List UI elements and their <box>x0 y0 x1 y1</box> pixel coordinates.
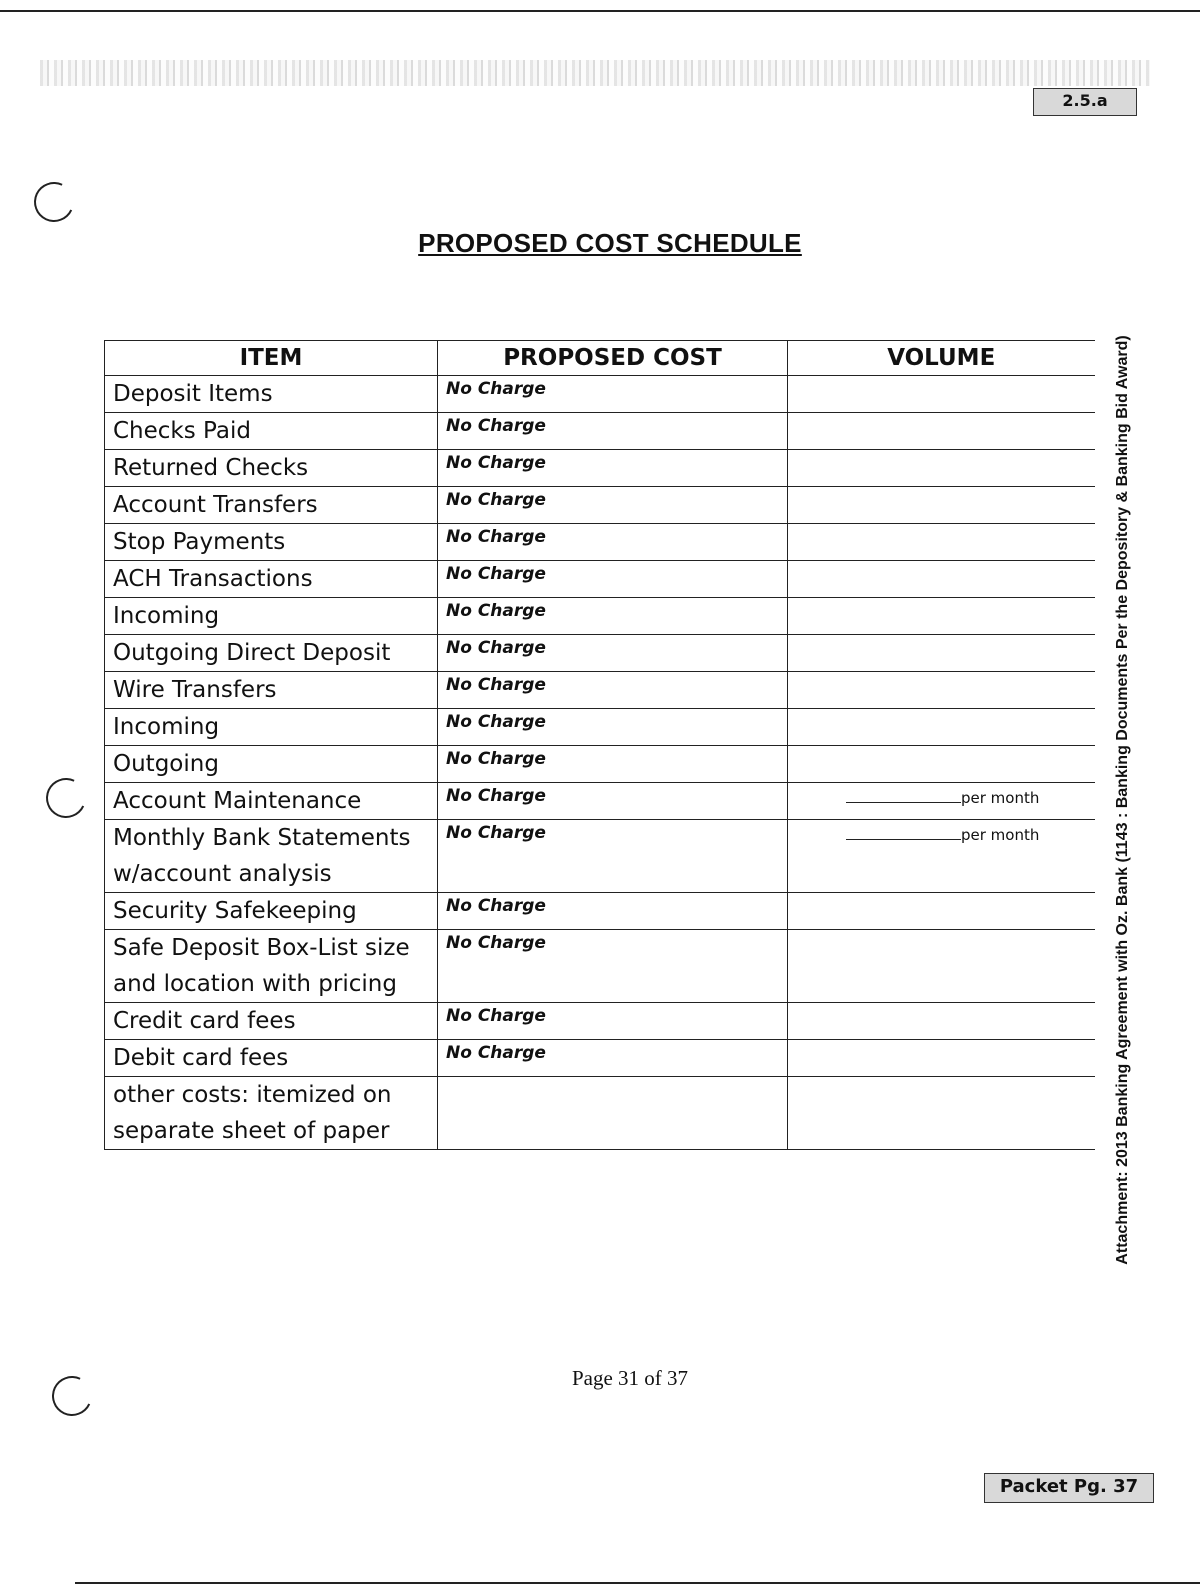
cost-cell: No Charge <box>438 561 788 598</box>
volume-cell <box>788 635 1095 672</box>
cost-schedule-table <box>104 340 1095 1150</box>
volume-cell <box>788 524 1095 561</box>
punch-hole-icon <box>28 176 79 227</box>
item-cell: Debit card fees <box>105 1040 438 1077</box>
attachment-side-note: Attachment: 2013 Banking Agreement with Oz. Bank (1143 : Banking Documents Per the Depository & Banking Bid Award) <box>1114 335 1131 1265</box>
item-cell: Checks Paid <box>105 413 438 450</box>
column-header-item: ITEM <box>105 341 438 376</box>
item-cell: Incoming <box>105 598 438 635</box>
item-cell: Incoming <box>105 709 438 746</box>
volume-cell <box>788 930 1095 1003</box>
table-row <box>105 598 1095 635</box>
table-header-row <box>105 341 1095 376</box>
table-row <box>105 413 1095 450</box>
cost-cell: No Charge <box>438 450 788 487</box>
bottom-rule <box>75 1582 1200 1584</box>
page-title: PROPOSED COST SCHEDULE <box>418 228 802 258</box>
item-cell: Deposit Items <box>105 376 438 413</box>
volume-blank-line <box>846 802 961 803</box>
cost-cell: No Charge <box>438 746 788 783</box>
volume-cell <box>788 783 1095 820</box>
table-row <box>105 635 1095 672</box>
volume-cell <box>788 487 1095 524</box>
item-cell: Credit card fees <box>105 1003 438 1040</box>
table-row <box>105 1040 1095 1077</box>
volume-cell <box>788 561 1095 598</box>
item-cell: other costs: itemized on separate sheet of paper <box>105 1077 438 1150</box>
volume-cell <box>788 893 1095 930</box>
table-row <box>105 672 1095 709</box>
punch-hole-icon <box>40 772 91 823</box>
table-row <box>105 487 1095 524</box>
volume-cell <box>788 820 1095 893</box>
item-cell: Safe Deposit Box-List size and location with pricing <box>105 930 438 1003</box>
per-month-field <box>846 826 1039 844</box>
per-month-label: per month <box>961 789 1040 807</box>
cost-cell: No Charge <box>438 524 788 561</box>
cost-cell: No Charge <box>438 598 788 635</box>
table-row <box>105 893 1095 930</box>
cost-cell: No Charge <box>438 1003 788 1040</box>
table-row <box>105 746 1095 783</box>
item-cell: Wire Transfers <box>105 672 438 709</box>
cost-cell <box>438 1077 788 1150</box>
cost-cell: No Charge <box>438 930 788 1003</box>
cost-cell: No Charge <box>438 709 788 746</box>
table-row <box>105 561 1095 598</box>
item-cell: Security Safekeeping <box>105 893 438 930</box>
item-number-badge: 2.5.a <box>1033 88 1137 116</box>
cost-cell: No Charge <box>438 672 788 709</box>
volume-blank-line <box>846 839 961 840</box>
table-row <box>105 376 1095 413</box>
cost-cell: No Charge <box>438 413 788 450</box>
volume-cell <box>788 746 1095 783</box>
packet-page-badge: Packet Pg. 37 <box>984 1473 1154 1503</box>
per-month-label: per month <box>961 826 1040 844</box>
column-header-volume: VOLUME <box>788 341 1095 376</box>
volume-cell <box>788 1077 1095 1150</box>
table-row <box>105 709 1095 746</box>
item-cell: Outgoing Direct Deposit <box>105 635 438 672</box>
volume-cell <box>788 413 1095 450</box>
scan-noise-band <box>40 60 1150 86</box>
cost-cell: No Charge <box>438 635 788 672</box>
table-row <box>105 820 1095 893</box>
table-row <box>105 1003 1095 1040</box>
volume-cell <box>788 450 1095 487</box>
volume-cell <box>788 598 1095 635</box>
table-row <box>105 450 1095 487</box>
item-cell: Monthly Bank Statements w/account analysis <box>105 820 438 893</box>
item-cell: Account Transfers <box>105 487 438 524</box>
item-cell: ACH Transactions <box>105 561 438 598</box>
table-row <box>105 783 1095 820</box>
item-cell: Returned Checks <box>105 450 438 487</box>
item-cell: Stop Payments <box>105 524 438 561</box>
item-cell: Outgoing <box>105 746 438 783</box>
table-row <box>105 930 1095 1003</box>
page-number: Page 31 of 37 <box>571 1366 689 1390</box>
cost-cell: No Charge <box>438 893 788 930</box>
cost-cell: No Charge <box>438 376 788 413</box>
cost-cell: No Charge <box>438 820 788 893</box>
column-header-proposed-cost: PROPOSED COST <box>438 341 788 376</box>
volume-cell <box>788 1003 1095 1040</box>
table-row <box>105 1077 1095 1150</box>
volume-cell <box>788 1040 1095 1077</box>
cost-cell: No Charge <box>438 1040 788 1077</box>
volume-cell <box>788 709 1095 746</box>
item-cell: Account Maintenance <box>105 783 438 820</box>
per-month-field <box>846 789 1039 807</box>
table-row <box>105 524 1095 561</box>
volume-cell <box>788 672 1095 709</box>
cost-cell: No Charge <box>438 783 788 820</box>
top-rule <box>0 10 1200 12</box>
volume-cell <box>788 376 1095 413</box>
cost-cell: No Charge <box>438 487 788 524</box>
